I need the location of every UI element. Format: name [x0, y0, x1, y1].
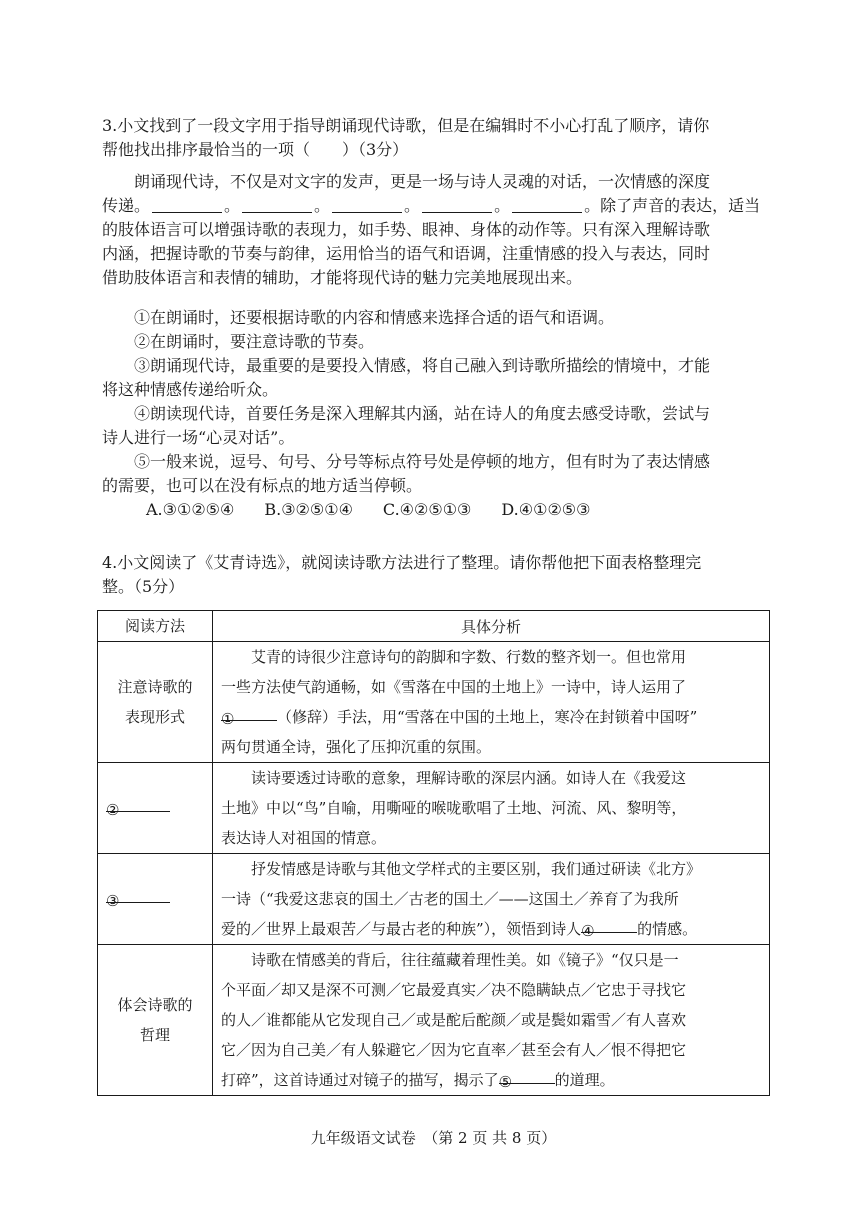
analysis-line: 读诗要透过诗歌的意象，理解诗歌的深层内涵。如诗人在《我爱这 — [251, 769, 687, 787]
sentence-5-cont: 的需要，也可以在没有标点的地方适当停顿。 — [102, 476, 423, 495]
text-line: 的肢体语言可以增强诗歌的表现力，如手势、眼神、身体的动作等。只有深入理解诗歌 — [102, 220, 711, 239]
text-line: 3.小文找到了一段文字用于指导朗诵现代诗歌，但是在编辑时不小心打乱了顺序，请你 — [102, 116, 710, 135]
text-span: （修辞）手法，用“雪落在中国的土地上，寒冷在封锁着中国呀” — [277, 708, 698, 726]
analysis-line: 艾青的诗很少注意诗句的韵脚和字数、行数的整齐划一。但也常用 — [251, 648, 687, 666]
table-row — [98, 642, 770, 763]
analysis-line: 表达诗人对祖国的情意。 — [221, 829, 387, 847]
text-span: 传递。 — [102, 196, 151, 215]
analysis-line: 土地》中以“鸟”自喻，用嘶哑的喉咙歌唱了土地、河流、风、黎明等， — [221, 799, 687, 817]
question-3-stem — [102, 114, 768, 162]
reading-methods-table — [97, 610, 770, 1096]
analysis-line — [221, 702, 761, 732]
analysis-line: 两句贯通全诗，强化了压抑沉重的氛围。 — [221, 738, 492, 756]
text-line: 4.小文阅读了《艾青诗选》，就阅读诗歌方法进行了整理。请你帮他把下面表格整理完 — [102, 553, 702, 572]
blank-mark: ⑤ — [498, 1073, 513, 1091]
text-line: 整。（5分） — [102, 577, 185, 596]
text-span: 。 — [314, 196, 331, 215]
table-row — [98, 763, 770, 854]
method-text: 注意诗歌的 — [117, 678, 193, 696]
blank-mark: ④ — [581, 922, 595, 940]
table-row — [98, 945, 770, 1096]
sentence-5: ⑤一般来说，逗号、句号、分号等标点符号处是停顿的地方，但有时为了表达情感 — [134, 452, 711, 471]
method-cell — [98, 854, 213, 945]
text-span: 。 — [404, 196, 421, 215]
sentence-3-cont: 将这种情感传递给听众。 — [102, 380, 279, 399]
sentence-3: ③朗诵现代诗，最重要的是要投入情感，将自己融入到诗歌所描绘的情境中，才能 — [134, 356, 711, 375]
text-line-with-blanks — [102, 194, 768, 218]
blank-mark: ② — [106, 801, 120, 819]
text-line: 朗诵现代诗，不仅是对文字的发声，更是一场与诗人灵魂的对话，一次情感的深度 — [134, 172, 711, 191]
method-text: 哲理 — [139, 1026, 170, 1044]
choice-c: C.④②⑤①③ — [382, 500, 472, 519]
method-cell — [98, 945, 213, 1096]
answer-blank — [512, 196, 582, 213]
analysis-line: 抒发情感是诗歌与其他文学样式的主要区别，我们通过研读《北方》 — [251, 860, 702, 878]
analysis-line: 它／因为自己美／有人躲避它／因为它直率／甚至会有人／恨不得把它 — [221, 1041, 687, 1059]
text-span: 打碎”，这首诗通过对镜子的描写，揭示了 — [221, 1071, 499, 1089]
blank-2 — [106, 795, 170, 819]
analysis-cell — [213, 854, 770, 945]
text-span: 爱的／世界上最艰苦／与最古老的种族”），领悟到诗人 — [221, 920, 582, 938]
analysis-line: 一些方法使气韵通畅，如《雪落在中国的土地上》一诗中，诗人运用了 — [221, 678, 687, 696]
answer-blank — [242, 196, 312, 213]
text-line: 内涵，把握诗歌的节奏与韵律，运用恰当的语气和语调，注重情感的投入与表达，同时 — [102, 244, 711, 263]
method-cell — [98, 763, 213, 854]
analysis-line: 个平面／却又是深不可测／它最爱真实／决不隐瞒缺点／它忠于寻找它 — [221, 981, 687, 999]
table-header-row — [98, 611, 770, 642]
sentence-4-cont: 诗人进行一场“心灵对话”。 — [102, 428, 295, 447]
method-text: 表现形式 — [124, 708, 185, 726]
text-span: 。 — [224, 196, 241, 215]
blank-mark: ① — [221, 710, 235, 728]
answer-blank — [152, 196, 222, 213]
text-span: 。除了声音的表达，适当 — [584, 196, 761, 215]
sentence-2: ②在朗诵时，要注意诗歌的节奏。 — [134, 332, 375, 351]
blank-4 — [581, 916, 637, 940]
analysis-line: 诗歌在情感美的背后，往往蕴藏着理性美。如《镜子》“仅只是一 — [251, 951, 679, 969]
table-row — [98, 854, 770, 945]
blank-mark: ③ — [106, 892, 120, 910]
analysis-cell — [213, 945, 770, 1096]
analysis-cell — [213, 763, 770, 854]
text-span: 的道理。 — [554, 1071, 615, 1089]
blank-1 — [221, 704, 277, 728]
answer-blank — [332, 196, 402, 213]
question-3-passage — [102, 170, 768, 290]
analysis-line — [221, 914, 761, 944]
page-footer: 九年级语文试卷 （第 2 页 共 8 页） — [310, 1129, 557, 1147]
choice-b: B.③②⑤①④ — [264, 500, 353, 519]
analysis-line: 一诗（“我爱这悲哀的国土／古老的国土／——这国土／养育了为我所 — [221, 890, 679, 908]
blank-5 — [498, 1067, 555, 1091]
analysis-line: 的人／谁都能从它发现自己／或是酡后酡颜／或是鬓如霜雪／有人喜欢 — [221, 1011, 687, 1029]
choice-d: D.④①②⑤③ — [501, 500, 591, 519]
text-span: 。 — [494, 196, 511, 215]
analysis-line — [221, 1065, 761, 1095]
answer-blank — [422, 196, 492, 213]
method-text: 体会诗歌的 — [117, 996, 193, 1014]
sentence-4: ④朗读现代诗，首要任务是深入理解其内涵，站在诗人的角度去感受诗歌，尝试与 — [134, 404, 711, 423]
question-4-stem — [102, 551, 768, 599]
text-line: 借助肢体语言和表情的辅助，才能将现代诗的魅力完美地展现出来。 — [102, 268, 583, 287]
text-line: 帮他找出排序最恰当的一项（ ）（3分） — [102, 140, 409, 159]
method-cell — [98, 642, 213, 763]
header-analysis: 具体分析 — [213, 611, 770, 642]
analysis-cell — [213, 642, 770, 763]
blank-3 — [106, 886, 170, 910]
question-3-sentences — [102, 306, 768, 522]
header-method: 阅读方法 — [98, 611, 213, 642]
sentence-1: ①在朗诵时，还要根据诗歌的内容和情感来选择合适的语气和语调。 — [134, 308, 615, 327]
answer-choices — [102, 498, 768, 522]
choice-a: A.③①②⑤④ — [146, 500, 235, 519]
text-span: 的情感。 — [637, 920, 698, 938]
